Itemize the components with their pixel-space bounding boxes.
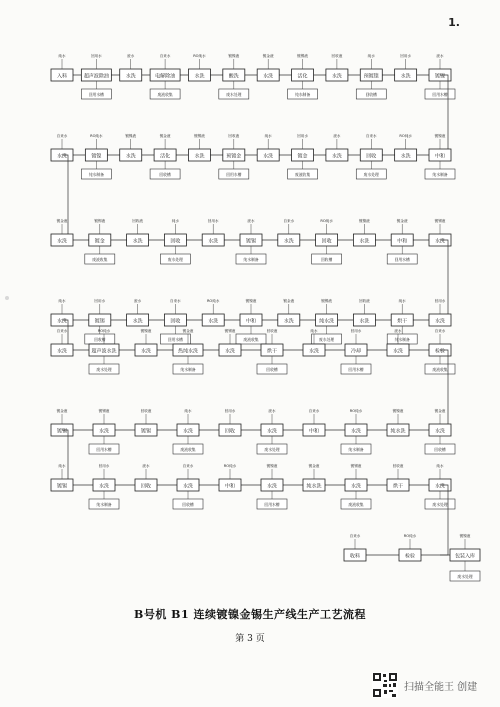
process-label: 水洗 [98,483,110,490]
process-label: 水洗 [98,428,110,435]
sub-box-label: 回收槽 [182,502,194,507]
input-tag: 回用水 [224,409,236,413]
input-tag: 镀金液 [56,409,68,413]
process-label: 水洗 [359,318,370,325]
input-tag: RO纯水 [223,464,237,468]
input-tag: RO纯水 [399,134,412,138]
input-tag: 镀镍液 [245,299,257,303]
input-tag: 镀锡液 [194,134,205,138]
input-tag: 纯水 [310,329,318,333]
process-label: 包装入库 [454,553,476,560]
input-tag: 镀镍液 [359,219,370,223]
process-label: 检验 [434,348,446,355]
sub-box-label: 回用水槽 [167,337,183,342]
corner-mark: 1. [448,16,460,29]
process-label: 水洗 [194,153,205,160]
input-tag: 镀锡液 [434,219,446,223]
input-tag: 镀镍液 [434,134,446,138]
process-label: 烘干 [266,348,278,355]
sub-box-label: 纯水制备 [88,172,104,177]
input-tag: 纯水 [436,464,444,468]
sub-box-label: 废水处理 [226,92,242,97]
process-label: 水洗 [132,238,143,245]
input-tag: 镀金液 [262,54,274,58]
process-label: 酸洗 [228,73,239,80]
input-tag: 回用水 [90,54,102,58]
sub-box-label: 废液收集 [294,172,311,177]
input-tag: 自来水 [56,329,68,333]
sub-box-label: 回收槽 [159,172,171,177]
input-tag: 纯水 [171,219,179,223]
row-connector [440,350,448,430]
input-tag: 自来水 [308,409,320,413]
sub-box-label: 废水处理 [319,337,335,342]
process-label: 检验 [404,553,416,560]
process-label: 纯水洗 [306,483,322,490]
process-label: 预镀金 [226,153,242,160]
process-label: 水洗 [208,318,219,325]
input-tag: 自来水 [170,299,181,303]
input-tag: 废水 [127,54,135,58]
process-label: 水洗 [125,73,136,80]
process-label: 电解除油 [155,73,176,80]
input-tag: 镀锡液 [98,409,110,413]
input-tag: 废水 [333,134,341,138]
process-label: 中和 [245,318,257,325]
input-tag: 回用水 [434,299,446,303]
watermark [372,670,477,700]
input-tag: 回用水 [350,329,362,333]
input-tag: 自来水 [182,464,194,468]
sub-box-label: 纯水制备 [294,92,311,97]
input-tag: 自来水 [365,134,377,138]
process-label: 水洗 [434,318,446,325]
process-label: 入料 [56,73,68,80]
process-label: 回收 [170,238,181,245]
process-label: 超声波除油 [83,73,109,80]
qr-code-icon [372,672,398,698]
sub-box-label: 废水处理 [167,257,183,262]
process-label: 活化 [297,73,308,80]
sub-box-label: 回用水槽 [264,502,280,507]
input-tag: 自来水 [349,534,361,538]
input-tag: 回收液 [359,299,370,303]
input-tag: 镀金液 [283,299,295,303]
input-tag: RO纯水 [403,534,417,538]
process-label: 镀金 [297,153,308,160]
input-tag: 镀锡液 [350,464,362,468]
sub-box-label: 废水处理 [264,447,280,452]
input-tag: 纯水 [367,54,375,58]
process-label: 中和 [434,153,446,160]
process-label: 水洗 [434,238,446,245]
process-label: 镀锡 [56,483,68,490]
input-tag: 废水 [134,299,142,303]
process-label: 水洗 [392,348,404,355]
process-label: 回收 [170,318,181,325]
input-tag: 废水 [142,464,150,468]
sub-box-label: 废液收集 [432,367,448,372]
sub-box-label: 纯水制备 [243,257,259,262]
input-tag: 纯水 [58,54,66,58]
input-tag: 镀金液 [159,134,171,138]
process-label: 水洗 [400,73,411,80]
process-label: 中和 [397,238,408,245]
input-tag: 纯水 [58,464,66,468]
input-tag: RO纯水 [320,219,333,223]
sub-box-label: 废液收集 [157,92,173,97]
process-label: 水洗 [132,318,143,325]
sub-box-label: 回收槽 [94,337,106,342]
process-label: 活化 [160,153,171,160]
process-label: 水洗 [350,483,362,490]
sub-box-label: 纯水制备 [180,367,196,372]
process-label: 镀镍 [434,73,446,80]
process-label: 中和 [224,483,236,490]
sub-box-label: 纯水制备 [432,172,448,177]
input-tag: RO纯水 [206,299,220,303]
sub-box-label: 废液收集 [92,257,108,262]
process-label: 水洗 [263,73,274,80]
row-connector [62,155,68,240]
input-tag: 回用水 [400,54,412,58]
process-label: 纯水洗 [390,428,406,435]
input-tag: 镀金液 [56,219,68,223]
input-tag: 镀锡液 [297,54,308,58]
process-label: 水洗 [208,238,219,245]
process-label: 镀锡 [245,238,257,245]
sub-box-label: 纯水制备 [96,502,112,507]
process-label: 回收 [140,483,152,490]
sub-box-label: 回收槽 [266,367,278,372]
input-tag: 自来水 [159,54,171,58]
process-label: 水洗 [263,153,274,160]
sub-box-label: 废液收集 [348,502,364,507]
input-tag: RO纯水 [97,329,111,333]
process-label: 水洗 [140,348,152,355]
input-tag: 自来水 [434,329,446,333]
input-tag: 纯水 [264,134,272,138]
sub-box-label: 废水处理 [457,574,473,579]
input-tag: 废水 [394,329,402,333]
input-tag: 纯水 [58,299,66,303]
input-tag: 镀金液 [182,329,194,333]
process-label: 水洗 [182,483,194,490]
process-label: 水洗 [434,428,446,435]
input-tag: 镀金液 [434,409,446,413]
input-tag: 镀镍液 [392,409,404,413]
sub-box-label: 回用水槽 [348,367,364,372]
process-label: 镀锡 [56,428,68,435]
process-label: 水洗 [266,428,278,435]
process-label: 预镀镍 [363,73,379,80]
process-label: 水洗 [331,153,342,160]
process-label: 超声波水洗 [91,348,117,355]
input-tag: 镀镍液 [266,464,278,468]
input-tag: 废水 [268,409,276,413]
input-tag: 回用水 [94,299,106,303]
process-label: 水洗 [182,428,194,435]
watermark-text: 扫描全能王 创建 [404,681,478,693]
input-tag: 回用水 [98,464,110,468]
process-label: 中和 [308,428,320,435]
input-tag: 纯水 [398,299,406,303]
input-tag: 自来水 [56,134,68,138]
process-label: 纯水洗 [319,318,335,325]
input-tag: 回收液 [331,54,343,58]
process-label: 水洗 [434,483,446,490]
process-label: 水洗 [125,153,136,160]
sub-box-label: 废液收集 [180,447,196,452]
process-label: 回收 [224,428,236,435]
input-tag: 镀锡液 [224,329,236,333]
process-label: 水洗 [266,483,278,490]
input-tag: 镀金液 [396,219,408,223]
process-label: 回收 [366,153,377,160]
sub-box-label: 纯水制备 [394,337,410,342]
input-tag: 镀镍液 [140,329,152,333]
input-tag: 回用水 [207,219,219,223]
sub-box-label: 废液收集 [243,337,259,342]
process-label: 水洗 [400,153,411,160]
process-label: 收料 [349,553,361,560]
process-label: 热纯水洗 [177,348,199,355]
process-label: 水洗 [331,73,342,80]
input-tag: 镀锡液 [321,299,332,303]
input-tag: 回收液 [228,134,240,138]
sub-box-label: 废水处理 [432,502,448,507]
page-number: 第 3 页 [235,634,265,644]
input-tag: 废水 [247,219,255,223]
input-tag: 回收液 [392,464,404,468]
input-tag: 镀金液 [308,464,320,468]
input-tag: 回收液 [140,409,152,413]
sub-box-label: 废水处理 [96,367,112,372]
process-label: 镀金 [94,238,105,245]
input-tag: 回用水 [297,134,308,138]
input-tag: 回收液 [132,219,143,223]
row-connector [440,240,448,320]
process-label: 回收 [321,238,332,245]
input-tag: RO纯水 [193,54,206,58]
sub-box-label: 回用水槽 [88,92,104,97]
process-label: 烘干 [392,483,404,490]
process-label: 镀锡 [94,318,105,325]
input-tag: 自来水 [283,219,295,223]
process-label: 水洗 [194,73,205,80]
input-tag: 镀镍液 [459,534,471,538]
sub-box-label: 回用水槽 [226,172,242,177]
row-connector [62,430,68,485]
process-label: 水洗 [350,428,362,435]
input-tag: RO纯水 [90,134,103,138]
process-label: 水洗 [224,348,236,355]
sub-box-label: 回收槽 [320,257,333,262]
row-connector [440,485,448,555]
sub-box-label: 纯水制备 [348,447,364,452]
process-label: 水洗 [283,238,294,245]
sub-box-label: 回用水槽 [96,447,112,452]
process-label: 水洗 [56,348,68,355]
process-label: 水洗 [283,318,294,325]
sub-box-label: 回用水槽 [432,92,448,97]
input-tag: 回收液 [266,329,278,333]
sub-box-label: 废水处理 [363,172,379,177]
input-tag: RO纯水 [349,409,363,413]
punch-hole [5,296,9,300]
process-label: 镀锡 [140,428,152,435]
process-label: 水洗 [56,238,68,245]
sub-box-label: 回收槽 [365,92,377,97]
input-tag: 废水 [436,54,444,58]
sub-box-label: 回收槽 [434,447,446,452]
row-connector [440,75,448,155]
process-label: 水洗 [359,238,370,245]
process-label: 水洗 [56,153,68,160]
input-tag: 镀镍液 [228,54,240,58]
input-tag: 纯水 [184,409,192,413]
process-label: 冷却 [350,348,362,355]
process-label: 水洗 [56,318,68,325]
page-title: B号机 B1 连续镀镍金锡生产线生产工艺流程 [134,608,366,621]
process-label: 烘干 [397,318,408,325]
sub-box-label: 回用水槽 [394,257,410,262]
input-tag: 镀镍液 [125,134,137,138]
process-label: 水洗 [308,348,320,355]
input-tag: 镀锡液 [94,219,106,223]
process-label: 镀镍 [91,153,102,160]
